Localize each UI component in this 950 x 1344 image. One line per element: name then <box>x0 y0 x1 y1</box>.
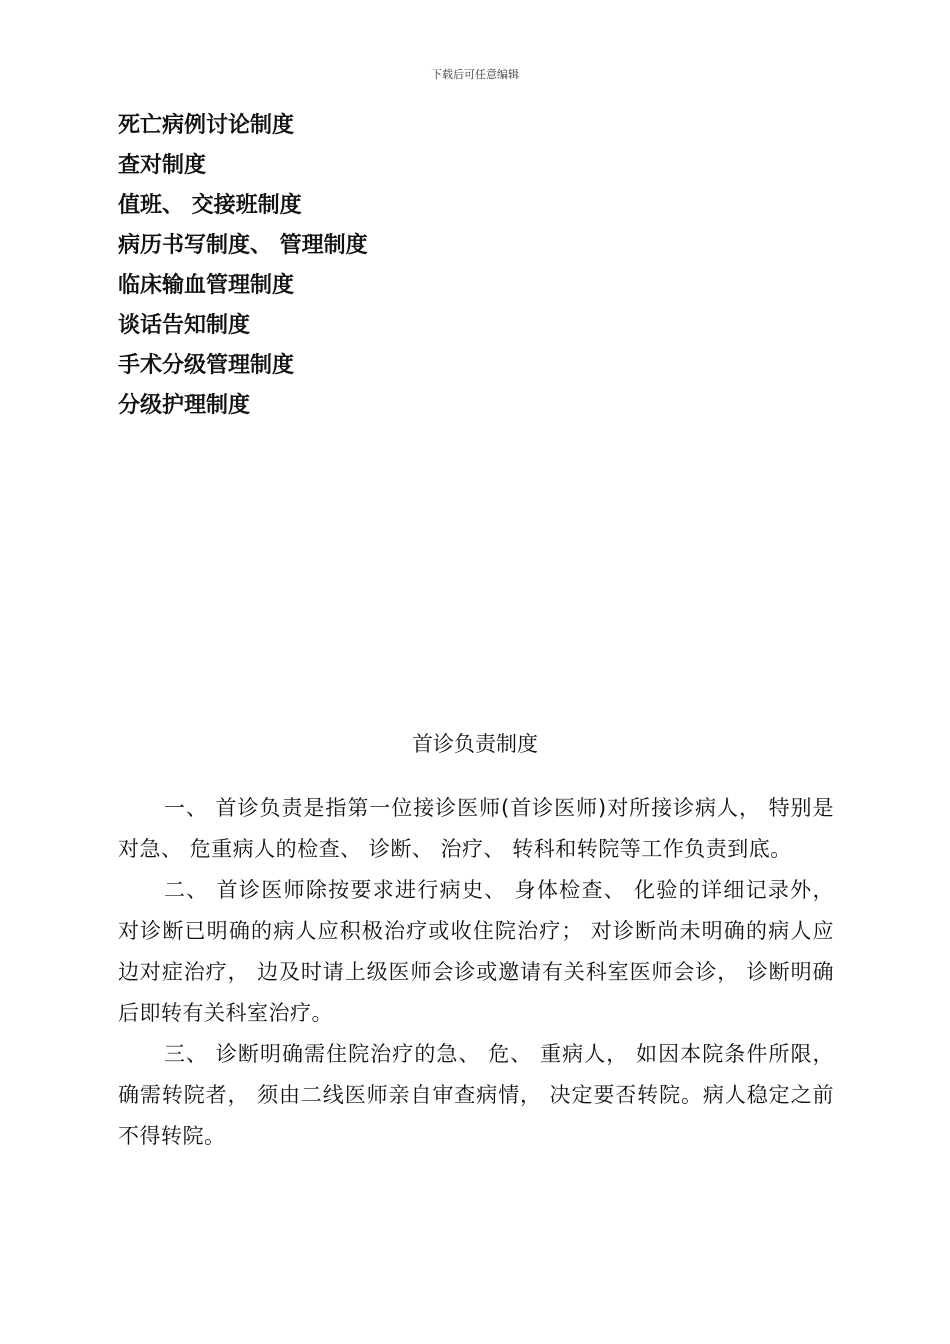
toc-item: 病历书写制度、 管理制度 <box>118 233 368 258</box>
toc-item: 死亡病例讨论制度 <box>118 113 295 138</box>
paragraph: 三、 诊断明确需住院治疗的急、 危、 重病人， 如因本院条件所限， 确需转院者， 须由二线医师亲自审查病情， 决定要否转院。病人稳定之前不得转院。 <box>118 1042 834 1148</box>
document-toc-list <box>118 106 368 426</box>
toc-item: 手术分级管理制度 <box>118 353 295 378</box>
toc-item: 谈话告知制度 <box>118 313 251 338</box>
section-title: 首诊负责制度 <box>412 732 538 756</box>
toc-item: 值班、 交接班制度 <box>118 193 302 218</box>
page-header-note: 下载后可任意编辑 <box>431 68 519 81</box>
paragraph: 一、 首诊负责是指第一位接诊医师(首诊医师)对所接诊病人， 特别是对急、 危重病人的检查、 诊断、 治疗、 转科和转院等工作负责到底。 <box>118 796 834 861</box>
paragraph: 二、 首诊医师除按要求进行病史、 身体检查、 化验的详细记录外， 对诊断已明确的病人应积极治疗或收住院治疗； 对诊断尚未明确的病人应边对症治疗， 边及时请上级医师会诊或邀请有关科室医师会诊， 诊断明确后即转有关科室治疗。 <box>118 878 834 1025</box>
section-body <box>118 788 834 1157</box>
toc-item: 分级护理制度 <box>118 393 251 418</box>
toc-item: 临床输血管理制度 <box>118 273 295 298</box>
toc-item: 查对制度 <box>118 153 207 178</box>
